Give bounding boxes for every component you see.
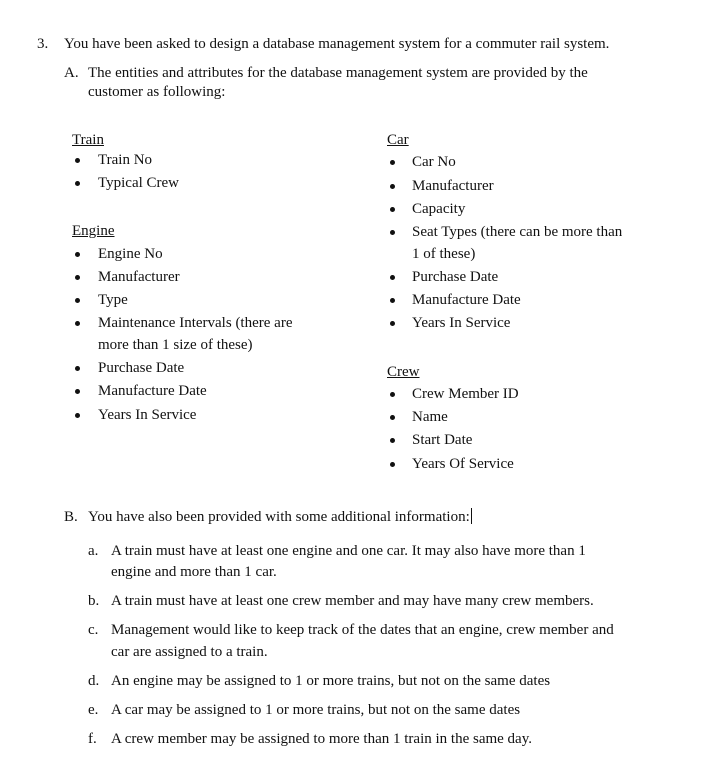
train-heading: Train [72, 132, 104, 148]
car-attr-seat-types-cont: 1 of these) [412, 246, 476, 262]
question-number: 3. [37, 36, 49, 52]
engine-attr: Purchase Date [98, 360, 185, 376]
bullet-icon [75, 321, 80, 326]
crew-attr: Name [412, 409, 448, 425]
bullet-icon [75, 366, 80, 371]
item-text: Management would like to keep track of the dates that an engine, crew member and [111, 622, 614, 638]
bullet-icon [390, 438, 395, 443]
crew-attr: Start Date [412, 432, 473, 448]
text-cursor [471, 508, 472, 524]
item-text: A train must have at least one crew member and may have many crew members. [111, 593, 594, 609]
bullet-icon [390, 275, 395, 280]
bullet-icon [390, 184, 395, 189]
bullet-icon [390, 207, 395, 212]
car-attr-seat-types: Seat Types (there can be more than [412, 224, 623, 240]
bullet-icon [75, 158, 80, 163]
part-a-line2: customer as following: [88, 84, 226, 100]
part-a-line1: The entities and attributes for the database management system are provided by the [88, 65, 588, 81]
engine-attr: Years In Service [98, 407, 197, 423]
part-b-text-content: You have also been provided with some additional information: [88, 509, 470, 525]
item-text-cont: car are assigned to a train. [111, 644, 268, 660]
bullet-icon [390, 230, 395, 235]
car-attr: Capacity [412, 201, 466, 217]
crew-attr: Crew Member ID [412, 386, 519, 402]
car-attr: Manufacturer [412, 178, 494, 194]
car-attr: Purchase Date [412, 269, 499, 285]
car-heading: Car [387, 132, 409, 148]
part-b-label: B. [64, 509, 78, 525]
bullet-icon [390, 298, 395, 303]
bullet-icon [390, 321, 395, 326]
item-label: b. [88, 593, 100, 609]
bullet-icon [75, 389, 80, 394]
crew-attr: Years Of Service [412, 456, 514, 472]
item-text: A car may be assigned to 1 or more trains, but not on the same dates [111, 702, 521, 718]
engine-attr-maintenance-cont: more than 1 size of these) [98, 337, 253, 353]
engine-attr-maintenance: Maintenance Intervals (there are [98, 315, 293, 331]
bullet-icon [75, 181, 80, 186]
car-attr: Car No [412, 154, 456, 170]
engine-attr: Manufacturer [98, 269, 180, 285]
engine-attr: Type [98, 292, 128, 308]
bullet-icon [390, 160, 395, 165]
item-text-cont: engine and more than 1 car. [111, 564, 277, 580]
engine-attr: Manufacture Date [98, 383, 207, 399]
item-label: e. [88, 702, 99, 718]
train-attr: Typical Crew [98, 175, 180, 191]
car-attr: Years In Service [412, 315, 511, 331]
bullet-icon [75, 252, 80, 257]
item-text: A train must have at least one engine and one car. It may also have more than 1 [111, 543, 586, 559]
item-text: An engine may be assigned to 1 or more trains, but not on the same dates [111, 673, 551, 689]
crew-heading: Crew [387, 364, 420, 380]
item-label: f. [88, 731, 97, 747]
car-attr: Manufacture Date [412, 292, 521, 308]
train-attr: Train No [98, 152, 153, 168]
bullet-icon [75, 275, 80, 280]
bullet-icon [75, 298, 80, 303]
bullet-icon [390, 392, 395, 397]
part-b-text [88, 507, 472, 527]
bullet-icon [390, 415, 395, 420]
question-text: You have been asked to design a database management system for a commuter rail system. [64, 36, 610, 52]
engine-heading: Engine [72, 223, 115, 239]
item-text: A crew member may be assigned to more than 1 train in the same day. [111, 731, 532, 747]
item-label: a. [88, 543, 99, 559]
bullet-icon [75, 413, 80, 418]
item-label: d. [88, 673, 100, 689]
item-label: c. [88, 622, 99, 638]
bullet-icon [390, 462, 395, 467]
engine-attr: Engine No [98, 246, 163, 262]
part-a-label: A. [64, 65, 79, 81]
